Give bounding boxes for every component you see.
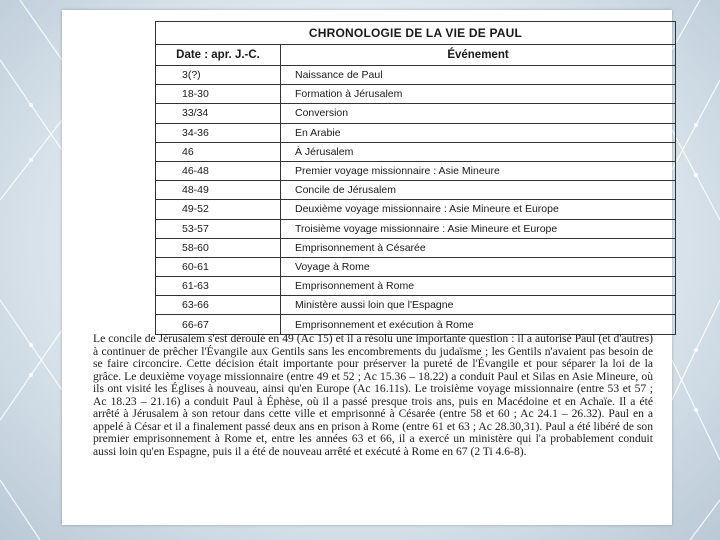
table-row (156, 296, 676, 315)
row-event: Concile de Jérusalem (281, 181, 676, 200)
table-row (156, 277, 676, 296)
table-row (156, 238, 676, 257)
row-date: 58-60 (156, 238, 281, 257)
body-paragraph: Le concile de Jérusalem s'est déroulé en 49 (Ac 15) et il a résolu une importante question : il a autorisé Paul (et d'autres) à continuer de prêcher l'Évangile aux Gentils sans les encombrements du judaïsme ; les Gentils n'avaient pas besoin de se faire circoncire. Cette décision était importante pour préserver la pureté de l'Évangile et pour séparer la loi de la grâce. Le deuxième voyage missionnaire (entre 49 et 52 ; Ac 15.36 – 18.22) a conduit Paul et Silas en Asie Mineure, où ils ont visité les Églises à nouveau, ainsi qu'en Europe (Ac 16.11s). Le troisième voyage missionnaire (entre 53 et 57 ; Ac 18.23 – 21.16) a conduit Paul à Éphèse, où il a passé presque trois ans, puis en Macédoine et en Achaïe. Il a été arrêté à Jérusalem à son retour dans cette ville et emprisonné à Césarée (entre 58 et 60 ; Ac 24.1 – 26.32). Paul en a appelé à César et il a finalement passé deux ans en prison à Rome (entre 61 et 63 ; Ac 28.30,31). Paul a été libéré de son premier emprisonnement à Rome et, entre les années 63 et 66, il a exercé un ministère qui l'a probablement conduit aussi loin qu'en Espagne, puis il a été de nouveau arrêté et exécuté à Rome en 67 (2 Ti 4.6-8). (93, 332, 653, 458)
table-row (156, 66, 676, 85)
row-event: Troisième voyage missionnaire : Asie Mineure et Europe (281, 219, 676, 238)
header-date: Date : apr. J.-C. (156, 45, 281, 66)
row-event: Emprisonnement et exécution à Rome (281, 315, 676, 334)
row-date: 46 (156, 142, 281, 161)
row-date: 18-30 (156, 85, 281, 104)
row-date: 49-52 (156, 200, 281, 219)
row-date: 48-49 (156, 181, 281, 200)
header-event: Événement (281, 45, 676, 66)
row-event: Emprisonnement à Rome (281, 277, 676, 296)
table-row (156, 181, 676, 200)
row-event: Emprisonnement à Césarée (281, 238, 676, 257)
row-date: 66-67 (156, 315, 281, 334)
row-date: 53-57 (156, 219, 281, 238)
table-row (156, 85, 676, 104)
row-date: 60-61 (156, 257, 281, 276)
table-row (156, 219, 676, 238)
row-event: Ministère aussi loin que l'Espagne (281, 296, 676, 315)
table-row (156, 104, 676, 123)
row-event: À Jérusalem (281, 142, 676, 161)
table-row (156, 257, 676, 276)
table-row (156, 142, 676, 161)
row-date: 33/34 (156, 104, 281, 123)
row-event: Conversion (281, 104, 676, 123)
row-date: 46-48 (156, 161, 281, 180)
row-event: En Arabie (281, 123, 676, 142)
table-title: CHRONOLOGIE DE LA VIE DE PAUL (156, 22, 676, 45)
row-event: Formation à Jérusalem (281, 85, 676, 104)
table-row (156, 161, 676, 180)
row-event: Deuxième voyage missionnaire : Asie Mineure et Europe (281, 200, 676, 219)
row-date: 61-63 (156, 277, 281, 296)
row-event: Voyage à Rome (281, 257, 676, 276)
table-row (156, 200, 676, 219)
row-event: Naissance de Paul (281, 66, 676, 85)
row-date: 63-66 (156, 296, 281, 315)
table-row (156, 123, 676, 142)
row-date: 3(?) (156, 66, 281, 85)
chronology-table (155, 21, 676, 335)
row-event: Premier voyage missionnaire : Asie Mineure (281, 161, 676, 180)
row-date: 34-36 (156, 123, 281, 142)
